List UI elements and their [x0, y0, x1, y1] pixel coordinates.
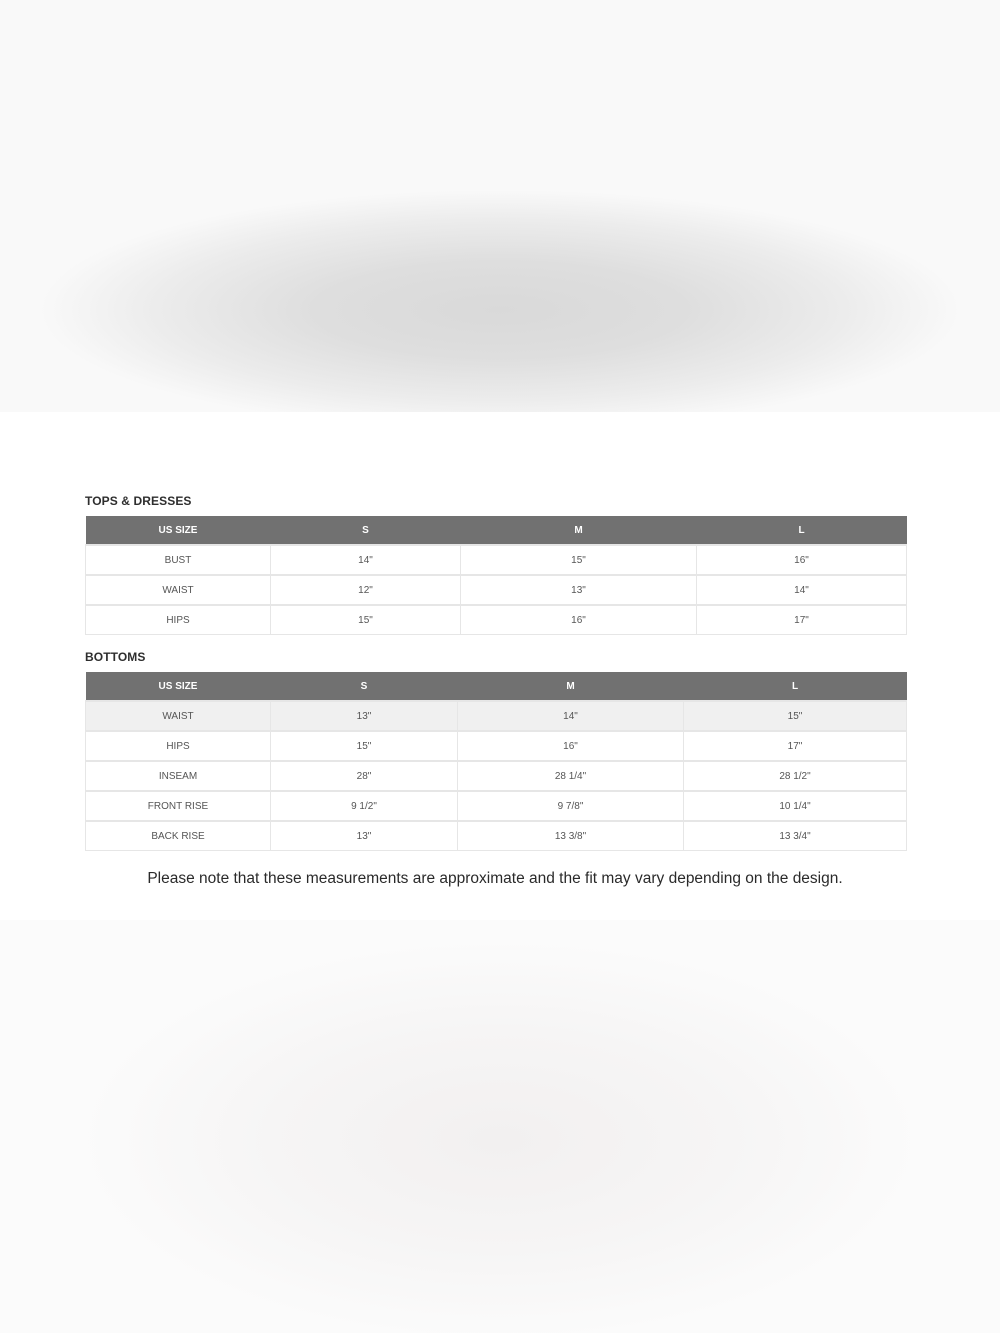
- blurred-background-bottom: [0, 920, 1000, 1333]
- cell-l: 10 1/4": [684, 791, 907, 821]
- header-size-m: M: [461, 516, 697, 545]
- table-row: [86, 575, 907, 605]
- row-label: HIPS: [86, 605, 271, 635]
- cell-l: 15": [684, 701, 907, 731]
- measurement-note: Please note that these measurements are approximate and the fit may vary depending on the design.: [147, 870, 843, 887]
- cell-m: 14": [458, 701, 684, 731]
- cell-m: 13": [461, 575, 697, 605]
- table-header-row: [86, 672, 907, 701]
- bottoms-section-title: BOTTOMS: [85, 650, 146, 664]
- header-size-s: S: [271, 672, 458, 701]
- row-label: INSEAM: [86, 761, 271, 791]
- cell-s: 9 1/2": [271, 791, 458, 821]
- row-label: WAIST: [86, 575, 271, 605]
- table-row: [86, 545, 907, 575]
- size-chart-sheet: [0, 412, 1000, 920]
- header-size-s: S: [271, 516, 461, 545]
- cell-m: 16": [458, 731, 684, 761]
- table-row: [86, 605, 907, 635]
- cell-s: 15": [271, 731, 458, 761]
- cell-s: 28": [271, 761, 458, 791]
- header-us-size: US SIZE: [86, 672, 271, 701]
- header-size-l: L: [684, 672, 907, 701]
- cell-l: 13 3/4": [684, 821, 907, 851]
- table-row: [86, 791, 907, 821]
- cell-m: 28 1/4": [458, 761, 684, 791]
- table-row: [86, 821, 907, 851]
- cell-l: 17": [697, 605, 907, 635]
- cell-s: 13": [271, 821, 458, 851]
- cell-l: 14": [697, 575, 907, 605]
- table-row: [86, 761, 907, 791]
- bottoms-size-table: [85, 672, 907, 851]
- cell-m: 9 7/8": [458, 791, 684, 821]
- table-row: [86, 731, 907, 761]
- row-label: WAIST: [86, 701, 271, 731]
- cell-l: 28 1/2": [684, 761, 907, 791]
- row-label: FRONT RISE: [86, 791, 271, 821]
- cell-s: 15": [271, 605, 461, 635]
- cell-m: 15": [461, 545, 697, 575]
- cell-s: 12": [271, 575, 461, 605]
- cell-s: 14": [271, 545, 461, 575]
- header-size-m: M: [458, 672, 684, 701]
- cell-s: 13": [271, 701, 458, 731]
- row-label: HIPS: [86, 731, 271, 761]
- cell-l: 16": [697, 545, 907, 575]
- header-size-l: L: [697, 516, 907, 545]
- cell-m: 13 3/8": [458, 821, 684, 851]
- tops-size-table: [85, 516, 907, 635]
- table-row: [86, 701, 907, 731]
- blurred-background-top: [0, 0, 1000, 412]
- row-label: BUST: [86, 545, 271, 575]
- row-label: BACK RISE: [86, 821, 271, 851]
- header-us-size: US SIZE: [86, 516, 271, 545]
- table-header-row: [86, 516, 907, 545]
- cell-m: 16": [461, 605, 697, 635]
- tops-section-title: TOPS & DRESSES: [85, 494, 192, 508]
- cell-l: 17": [684, 731, 907, 761]
